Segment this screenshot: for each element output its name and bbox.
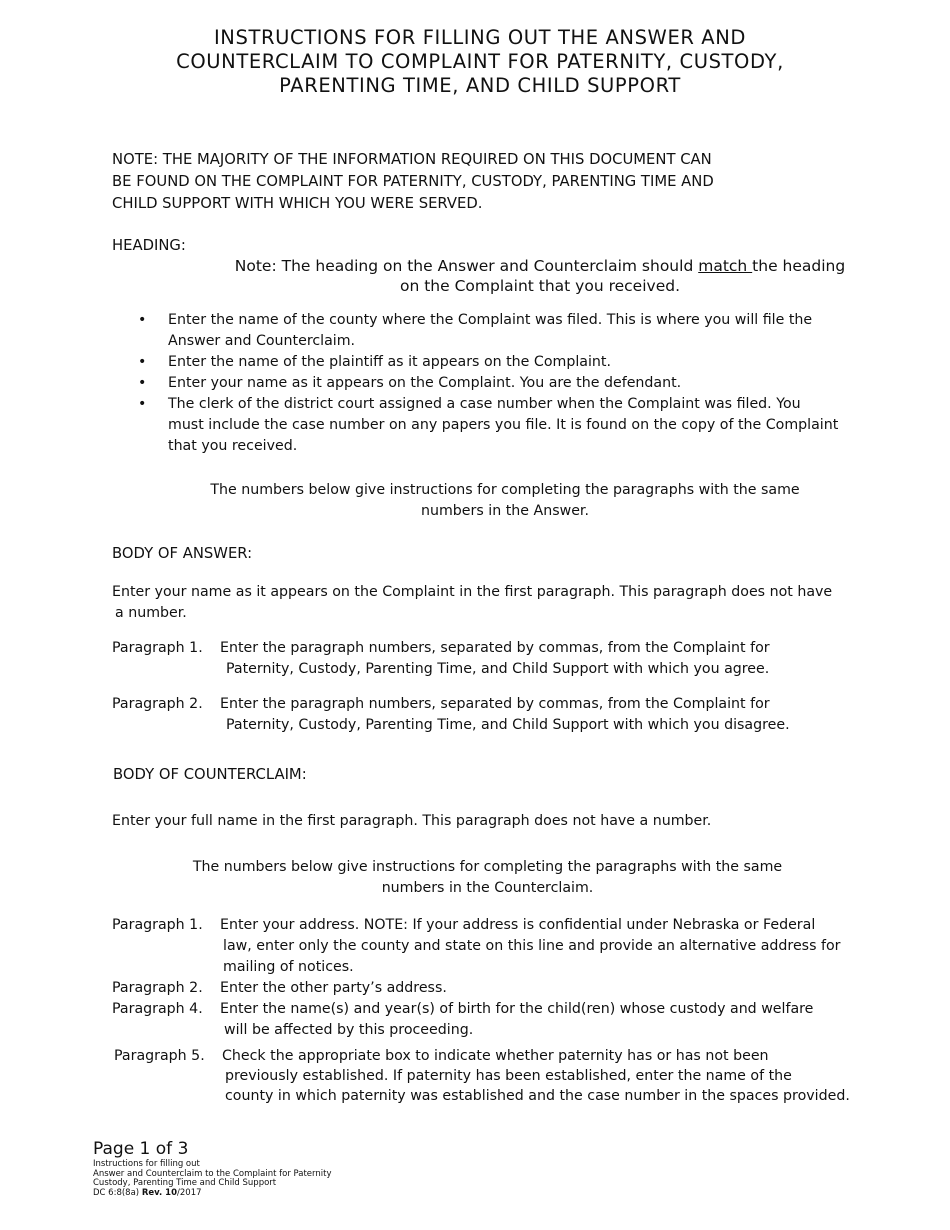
paragraph-text: Paternity, Custody, Parenting Time, and Child Support with which you agree. xyxy=(226,661,770,677)
heading-bullet-list xyxy=(138,310,878,457)
paragraph-text: mailing of notices. xyxy=(223,959,354,975)
bullet-icon: • xyxy=(138,354,147,370)
majority-note-line-3: CHILD SUPPORT WITH WHICH YOU WERE SERVED. xyxy=(112,195,483,212)
list-item xyxy=(138,310,878,352)
paragraph-label: Paragraph 5. xyxy=(114,1048,205,1064)
body-of-answer-label: BODY OF ANSWER: xyxy=(112,545,253,562)
list-item-line: Enter the name of the plaintiff as it appears on the Complaint. xyxy=(168,354,611,370)
list-item-line: Enter the name of the county where the Complaint was filed. This is where you will file the xyxy=(168,312,813,328)
list-item-line: must include the case number on any papers you file. It is found on the copy of the Complaint xyxy=(168,417,839,433)
body-of-answer-intro xyxy=(112,582,832,624)
bullet-icon: • xyxy=(138,396,147,412)
bullet-icon: • xyxy=(138,375,147,391)
body-of-answer-intro-line-1: Enter your name as it appears on the Complaint in the first paragraph. This paragraph does not have xyxy=(112,584,833,600)
body-of-answer-intro-line-2: a number. xyxy=(115,605,187,621)
paragraph-label: Paragraph 2. xyxy=(112,696,203,712)
paragraph-text: law, enter only the county and state on this line and provide an alternative address for xyxy=(223,938,841,954)
title-line-1: INSTRUCTIONS FOR FILLING OUT THE ANSWER AND xyxy=(213,26,747,49)
revision-year: /2017 xyxy=(177,1187,202,1198)
majority-note-line-1: NOTE: THE MAJORITY OF THE INFORMATION REQUIRED ON THIS DOCUMENT CAN xyxy=(112,151,712,168)
paragraph-text: Enter the paragraph numbers, separated by commas, from the Complaint for xyxy=(220,640,770,656)
footer-form-info xyxy=(93,1160,331,1198)
majority-note xyxy=(112,149,714,215)
footer-line-2: Answer and Counterclaim to the Complaint for Paternity xyxy=(93,1168,332,1179)
paragraph-label: Paragraph 4. xyxy=(112,1001,203,1017)
paragraph-text: county in which paternity was established and the case number in the spaces provided. xyxy=(225,1088,850,1104)
counterclaim-paragraph-4 xyxy=(112,999,813,1041)
heading-note-match: match xyxy=(698,257,753,275)
answer-paragraph-2 xyxy=(112,694,790,736)
paragraph-text: will be affected by this proceeding. xyxy=(224,1022,474,1038)
list-item xyxy=(138,394,878,457)
paragraph-label: Paragraph 2. xyxy=(112,980,203,996)
body-of-counterclaim-label: BODY OF COUNTERCLAIM: xyxy=(113,766,307,783)
title-line-2: COUNTERCLAIM TO COMPLAINT FOR PATERNITY, CUSTODY, xyxy=(176,50,784,73)
paragraph-text: Paternity, Custody, Parenting Time, and Child Support with which you disagree. xyxy=(226,717,790,733)
answer-paragraph-1 xyxy=(112,638,770,680)
heading-note xyxy=(200,256,880,296)
list-item-line: Enter your name as it appears on the Complaint. You are the defendant. xyxy=(168,375,682,391)
answer-numbers-note xyxy=(160,480,850,522)
footer-line-1: Instructions for filling out xyxy=(93,1159,200,1169)
paragraph-label: Paragraph 1. xyxy=(112,917,203,933)
paragraph-text: Enter the paragraph numbers, separated by commas, from the Complaint for xyxy=(220,696,770,712)
revision-label: Rev. 10 xyxy=(141,1187,178,1198)
paragraph-text: Enter the name(s) and year(s) of birth for the child(ren) whose custody and welfare xyxy=(220,1001,814,1017)
document-title xyxy=(110,26,850,98)
counterclaim-paragraph-2 xyxy=(112,978,447,999)
list-item-line: that you received. xyxy=(168,438,298,454)
paragraph-text: Enter your address. NOTE: If your address is confidential under Nebraska or Federal xyxy=(220,917,816,933)
footer-line-3: Custody, Parenting Time and Child Support xyxy=(93,1178,277,1189)
paragraph-label: Paragraph 1. xyxy=(112,640,203,656)
heading-note-line-1 xyxy=(200,256,880,276)
counterclaim-paragraph-5 xyxy=(114,1046,850,1106)
paragraph-text: Check the appropriate box to indicate whether paternity has or has not been xyxy=(222,1048,769,1064)
counterclaim-paragraph-1 xyxy=(112,915,840,978)
heading-note-prefix: Note: The heading on the Answer and Counterclaim should xyxy=(234,257,699,275)
paragraph-text: previously established. If paternity has been established, enter the name of the xyxy=(225,1068,792,1084)
counterclaim-numbers-note-line-2: numbers in the Counterclaim. xyxy=(381,880,594,896)
footer-line-4 xyxy=(93,1189,331,1199)
form-code: DC 6:8(8a) xyxy=(93,1187,142,1198)
answer-numbers-note-line-1: The numbers below give instructions for completing the paragraphs with the same xyxy=(210,482,800,498)
page-number: Page 1 of 3 xyxy=(93,1139,189,1159)
paragraph-text: Enter the other party’s address. xyxy=(220,980,447,996)
bullet-icon: • xyxy=(138,312,147,328)
heading-note-line-2: on the Complaint that you received. xyxy=(400,277,680,295)
majority-note-line-2: BE FOUND ON THE COMPLAINT FOR PATERNITY, CUSTODY, PARENTING TIME AND xyxy=(112,173,714,190)
list-item xyxy=(138,373,878,394)
heading-note-suffix: the heading xyxy=(752,257,846,275)
list-item-line: The clerk of the district court assigned a case number when the Complaint was filed. You xyxy=(168,396,801,412)
answer-numbers-note-line-2: numbers in the Answer. xyxy=(421,503,589,519)
title-line-3: PARENTING TIME, AND CHILD SUPPORT xyxy=(279,74,681,97)
list-item-line: Answer and Counterclaim. xyxy=(168,333,356,349)
list-item xyxy=(138,352,878,373)
counterclaim-numbers-note xyxy=(140,857,835,899)
heading-label: HEADING: xyxy=(112,237,186,254)
counterclaim-numbers-note-line-1: The numbers below give instructions for completing the paragraphs with the same xyxy=(192,859,783,875)
body-of-counterclaim-intro: Enter your full name in the first paragraph. This paragraph does not have a number. xyxy=(112,813,712,829)
